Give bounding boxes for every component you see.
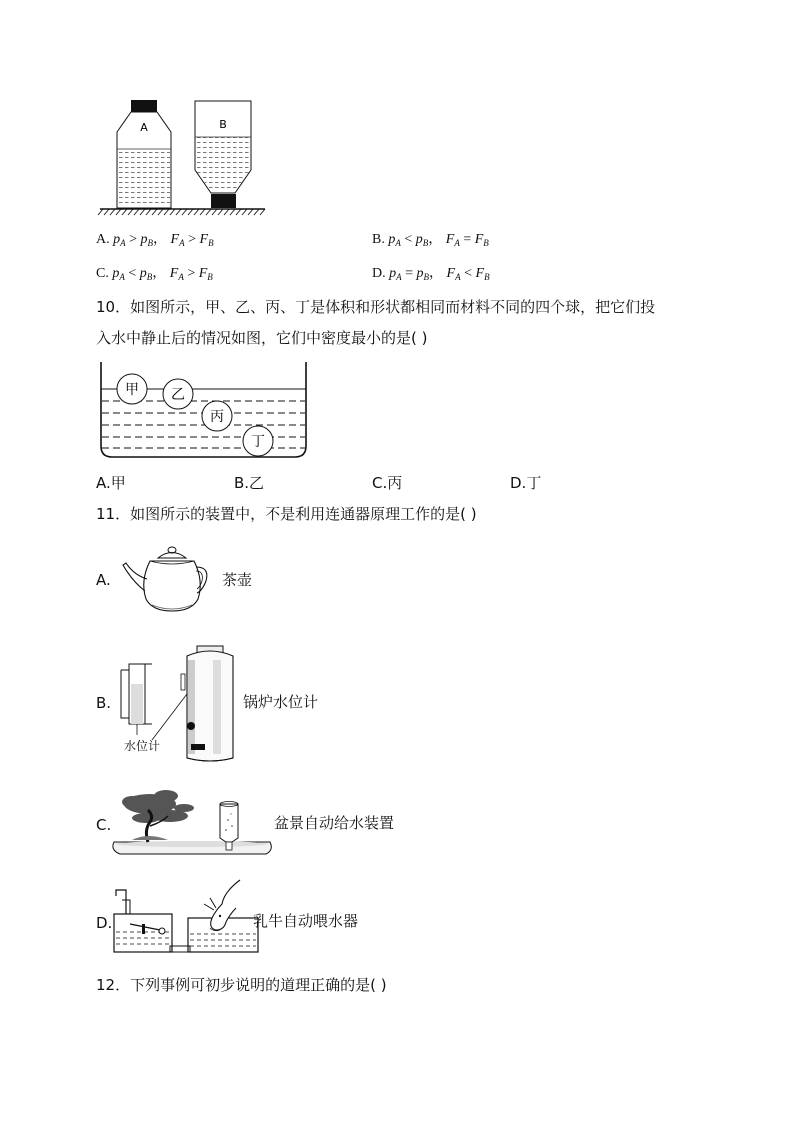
q11-option-b-letter[interactable]: B. (96, 694, 112, 712)
q10-stem-line2: 入水中静止后的情况如图，它们中密度最小的是( ) (96, 329, 428, 347)
svg-text:甲: 甲 (125, 382, 139, 398)
ball-ding (243, 426, 273, 456)
q10-stem-line1: 10．如图所示，甲、乙、丙、丁是体积和形状都相同而材料不同的四个球，把它们投 (96, 298, 656, 316)
svg-text:丁: 丁 (251, 434, 265, 450)
svg-text:A: A (140, 121, 148, 134)
q9-option-d[interactable]: D. $p_A = p_B$， $F_A < F_B$ (372, 266, 490, 282)
q9-option-a[interactable]: A. $p_A > p_B$， $F_A > F_B$ (96, 232, 214, 248)
svg-text:丙: 丙 (210, 409, 224, 425)
q11-option-d-letter[interactable]: D. (96, 914, 113, 932)
q11-option-c-caption: 盆景自动给水装置 (274, 814, 395, 832)
q10-balls-figure (96, 358, 311, 464)
q11-option-d-caption: 乳牛自动喂水器 (253, 912, 359, 930)
q9-bottles-figure (95, 95, 270, 217)
ball-yi (163, 379, 193, 409)
q9-option-c[interactable]: C. $p_A < p_B$， $F_A > F_B$ (96, 266, 213, 282)
q11-option-c-letter[interactable]: C. (96, 816, 112, 834)
q10-option-c[interactable]: C.丙 (372, 474, 403, 492)
q11-option-a-letter[interactable]: A. (96, 571, 111, 589)
bonsai-water-feeder-icon (110, 782, 275, 862)
svg-text:乙: 乙 (171, 387, 185, 403)
svg-text:B: B (219, 118, 227, 131)
q10-option-b[interactable]: B.乙 (234, 474, 265, 492)
q11-option-b-caption: 锅炉水位计 (243, 693, 319, 711)
q11-option-a-caption: 茶壶 (222, 571, 253, 589)
ball-jia (117, 374, 147, 404)
teapot-icon (120, 543, 210, 615)
q12-stem: 12．下列事例可初步说明的道理正确的是( ) (96, 976, 387, 994)
ball-bing (202, 401, 232, 431)
q10-option-a[interactable]: A.甲 (96, 474, 126, 492)
water-gauge-label: 水位计 (124, 739, 161, 753)
q10-option-d[interactable]: D.丁 (510, 474, 542, 492)
q11-stem: 11．如图所示的装置中，不是利用连通器原理工作的是( ) (96, 505, 477, 523)
cow-auto-water-feeder-icon (112, 874, 262, 956)
q9-option-b[interactable]: B. $p_A < p_B$， $F_A = F_B$ (372, 232, 489, 248)
